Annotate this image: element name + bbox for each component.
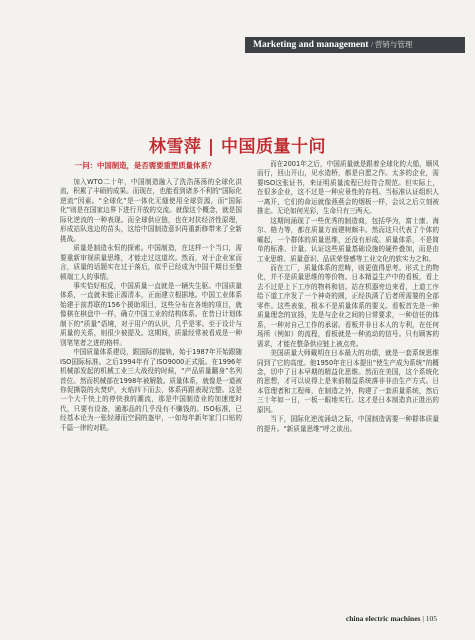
paragraph: 而在2001年之后，中国质量就是跟着全球化的大船，顺风而行，回山开山，见水造桥，都是自愿之作。太多的企业，需要ISO这张证书，来证明质量流程已经符合规范。但实际上，在很多企业，这不过是一种应景性的存档。当标准认证组织人一离开，它们的命运就像燕燕会的烟板一样，会议之后立刻被推走。无论如何光彩，生命只有三两天。 — [257, 160, 439, 216]
article-title: 林雪萍 | 中国质量十问 — [148, 137, 327, 157]
magazine-name: china electric machines — [345, 614, 421, 623]
section-header-bar: Marketing and management / 营销与管理 — [245, 37, 465, 53]
article-question: 一问：中国制造，是否需要重塑质量体系？ — [74, 161, 216, 170]
paragraph: 当下，国际化逆流涌动之际，中国制造需要一种群体质量的提升。“新质量思维”呼之欲出。 — [257, 415, 439, 433]
page-number: 105 — [425, 614, 437, 623]
paragraph: 质量是制造永恒的探索。中国制造，在这样一个当口，需要重新审视质量思维，才能走过这道坎。然而，对于企业家而言，质量的话题实在过于落后，似乎已经成为中国千期目至整顿端工人的事情。 — [60, 244, 242, 281]
page-footer: china electric machines | 105 — [345, 614, 437, 623]
article-column-right — [257, 160, 439, 434]
paragraph: 美国质量大师戴明在日本最大的功绩，就是一套系统思维同到了它的高度。他1950年在日本提出“使生产成为系统”的概念，切中了日本早期的精益化思维。然而在美国，这个系统化的思想，才可以说得上是来前精益系统落非非由生产方式。日本管理者和工程师，在制造之外，构建了一套质量系统，然后三十年如一日，一板一眼地实行。这才是日本制造真正胜出的原因。 — [257, 349, 439, 414]
paragraph: 事实恰好相反，中国质量一直就是一辆失生驱。中国质量体系，一直就未能正源清本，正面建立根据地。中国工业体系始建于前苏联的156个援助项目，这些分布在各地的项目，就像棋在棋盘中一样，确立中国工业的结构体系。在昔日计划体制下的“质量”语境，对于用户的认识，几乎是零。至于设计与质量的关系，则很少被提及。这期间，质量经常被看成是一种别笔笔者之进的格样。 — [60, 281, 242, 347]
paragraph: 加入WTO二十年，中国制造融入了洗浩荡荡的全球化洪流，积累了丰硕的成果。而现在，也能看到诸多不利的“国际化逆流”因素。“全球化”是一体化无缝使用全球资源，而“国际化”则是在国家边界下进行开放的交流。就像这个概念，就是国际化逆流的一种表现。而全球供应链，也在对抗经济性原理，形成站队选边的苗头，这给中国制造意识再重新修带来了全新挑战。 — [60, 178, 242, 243]
section-title-cn: 营销与管理 — [374, 40, 413, 49]
paragraph: 这期间涌现了一些优秀的制造商，包括华为，富士康、海尔、格力等，都在质量方面建树颇丰。然而这只代表了个体的崛起，一个群体的质量思维，还没有形成。质量体系，不是简单的标准、计量、认证这些质量基础设施的硬件叠加，而是由工业思维、质量意识、品质荣誉感等工业文化的软实力之和。 — [257, 216, 439, 263]
article-column-left — [60, 160, 242, 433]
paragraph: 而在工厂，质量体系的范畴，则更值得思考。形式上的物化，并不是质量思维的等价物。日本精益生产中的看板，看上去不过是上下工序的物料和信。站在机器旁边来看，上道工序给下道工序发了一个神奇的圆，正经执满了后者所需要的全部零件。这些表象，根本不是质量体系的要义。看板首先是一种质量理念的宣扬，先是与企业之间的日常要求，一种信任的体系，一种对自己工作的承诺。看板并非日本人的专利，在任何场所（例如）的流程，看板就是一种流动的信号。只有顾客的需求，才能在整条供应链上被点亮。 — [257, 263, 439, 348]
paragraph: 中国质量体系建设，跟国际的接轨，始于1987年开始跟随ISO国际标准。之后1994年有了ISO9000正式版。在1996年机械部发起的机械工业三大战役的时候，“产品质量翻身”名列首位。然而机械部在1998年被解散。质量体系，就像是一道被你促撕裂的火焚炉，火焰四下而去，体系再跟表现完整。这是一个大千快上的停快我的潮流，那是中国制造业的加速度时代，只要有设备，通那品的几乎没有不赚钱的。ISO标准，已经基本论为一张轻薄而空洞的盔甲，一如每年新年家门口贴的千篇一律的对联。 — [60, 348, 242, 432]
section-title-en: Marketing and management — [253, 40, 369, 50]
